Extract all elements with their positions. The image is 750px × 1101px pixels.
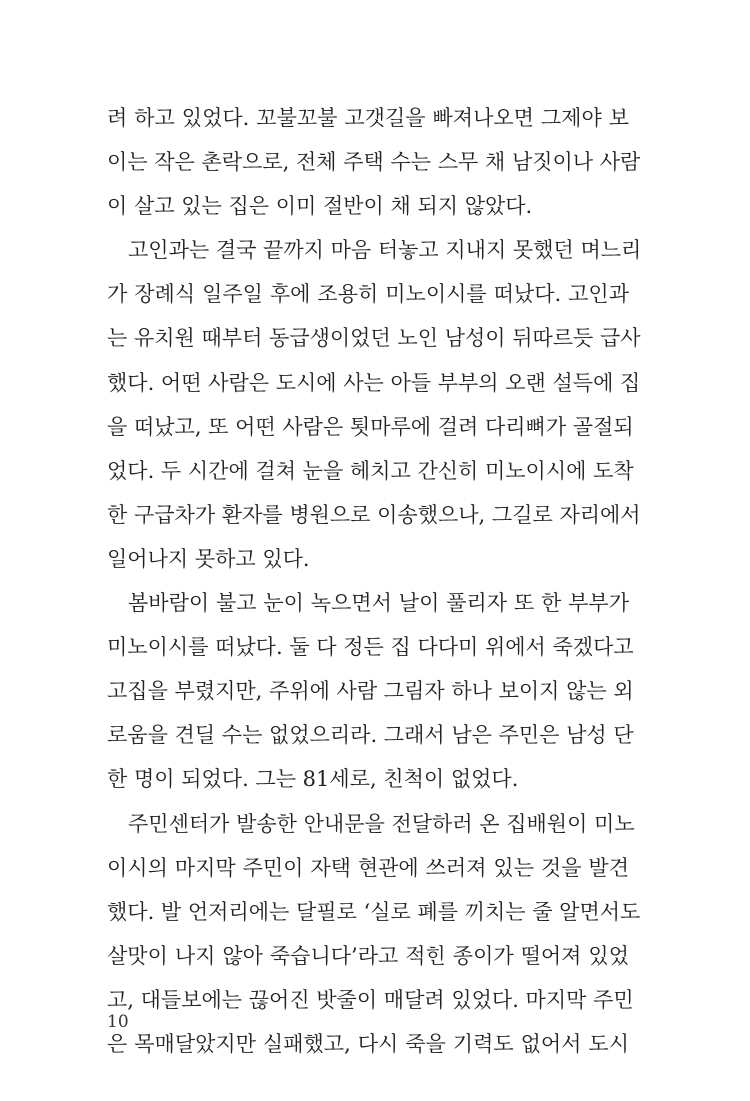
text-line: 주민센터가 발송한 안내문을 전달하러 온 집배원이 미노 xyxy=(128,811,635,836)
text-line: 려 하고 있었다. 꼬불꼬불 고갯길을 빠져나오면 그제야 보 xyxy=(107,106,629,130)
text-line: 이는 작은 촌락으로, 전체 주택 수는 스무 채 남짓이나 사람 xyxy=(107,150,641,175)
text-line: 가 장례식 일주일 후에 조용히 미노이시를 떠났다. 고인과 xyxy=(107,282,629,307)
page-number: 10 xyxy=(107,1012,129,1032)
paragraph xyxy=(107,802,641,1067)
text-line: 이 살고 있는 집은 이미 절반이 채 되지 않았다. xyxy=(107,194,533,219)
text-line: 는 유치원 때부터 동급생이었던 노인 남성이 뒤따르듯 급사 xyxy=(107,326,641,351)
text-line: 봄바람이 불고 눈이 녹으면서 날이 풀리자 또 한 부부가 xyxy=(128,591,629,616)
text-line: 했다. 어떤 사람은 도시에 사는 아들 부부의 오랜 설득에 집 xyxy=(107,370,641,395)
text-line: 했다. 발 언저리에는 달필로 ‘실로 폐를 끼치는 줄 알면서도 xyxy=(107,899,641,924)
text-line: 고, 대들보에는 끊어진 밧줄이 매달려 있었다. 마지막 주민 xyxy=(107,987,634,1012)
text-line: 은 목매달았지만 실패했고, 다시 죽을 기력도 없어서 도시 xyxy=(107,1031,629,1056)
paragraph xyxy=(107,228,642,581)
text-line: 을 떠났고, 또 어떤 사람은 툇마루에 걸려 다리뼈가 골절되 xyxy=(107,414,634,439)
text-line: 일어나지 못하고 있다. xyxy=(107,546,310,571)
body-text xyxy=(107,96,642,1066)
text-line: 고집을 부렸지만, 주위에 사람 그림자 하나 보이지 않는 외 xyxy=(107,679,634,704)
text-line: 한 구급차가 환자를 병원으로 이송했으나, 그길로 자리에서 xyxy=(107,502,641,527)
text-line: 이시의 마지막 주민이 자택 현관에 쓰러져 있는 것을 발견 xyxy=(107,855,629,880)
text-line: 살맛이 나지 않아 죽습니다’라고 적힌 종이가 떨어져 있었 xyxy=(107,943,629,968)
text-line: 고인과는 결국 끝까지 마음 터놓고 지내지 못했던 며느리 xyxy=(128,238,642,263)
paragraph xyxy=(107,581,634,801)
text-line: 미노이시를 떠났다. 둘 다 정든 집 다다미 위에서 죽겠다고 xyxy=(107,635,634,660)
text-line: 로움을 견딜 수는 없었으리라. 그래서 남은 주민은 남성 단 xyxy=(107,723,634,748)
paragraph xyxy=(107,96,641,228)
text-line: 었다. 두 시간에 걸쳐 눈을 헤치고 간신히 미노이시에 도착 xyxy=(107,458,634,483)
text-line: 한 명이 되었다. 그는 81세로, 친척이 없었다. xyxy=(107,767,519,792)
